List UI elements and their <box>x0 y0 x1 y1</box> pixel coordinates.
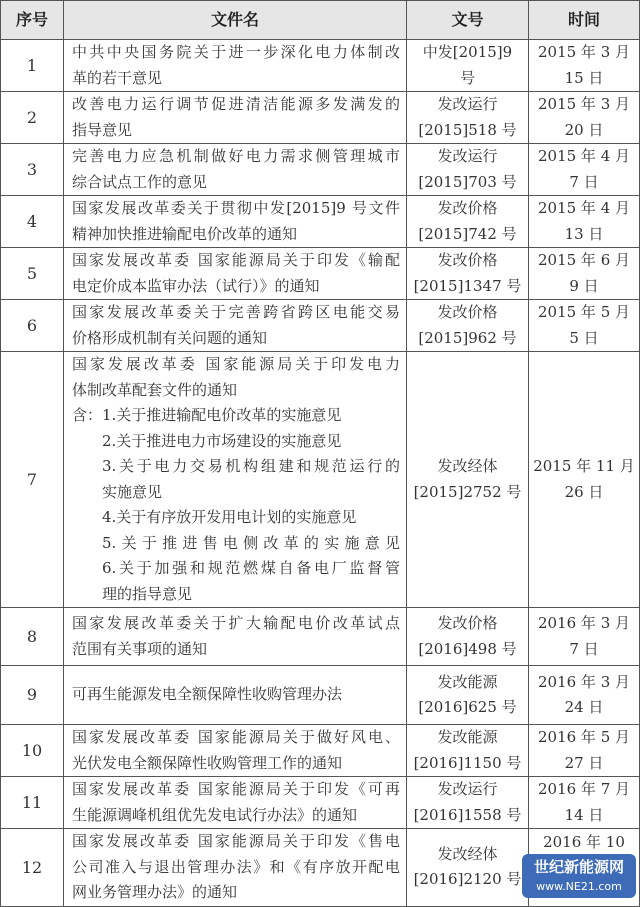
watermark-url: www.NE21.com <box>536 880 622 893</box>
title-line: 国家发展改革委 国家能源局关于做好风电、 <box>72 728 400 746</box>
document-number <box>407 725 529 777</box>
title-line: 5.关于推进售电侧改革的实施意见 <box>102 533 400 552</box>
document-title <box>64 608 407 666</box>
document-number <box>407 352 529 608</box>
document-number <box>407 300 529 352</box>
doc-number-line: [2016]498 号 <box>418 639 517 658</box>
date-line: 15 日 <box>564 68 604 87</box>
title-line: 完善电力应急机制做好电力需求侧管理城市 <box>72 147 400 165</box>
title-line: 价格形成机制有关问题的通知 <box>72 328 268 347</box>
doc-number-line: 中发[2015]9 <box>422 43 513 61</box>
title-line: 国家发展改革委 国家能源局关于印发电力 <box>72 355 400 373</box>
doc-number-line: 发改价格 <box>437 199 498 217</box>
title-line: 实施意见 <box>102 482 163 501</box>
table-header-row <box>1 1 640 40</box>
row-index: 12 <box>1 829 64 907</box>
row-index: 9 <box>1 666 64 725</box>
doc-number-line: 发改价格 <box>437 251 498 269</box>
date-line: 2016 年 3 月 <box>537 672 631 691</box>
title-line: 国家发展改革委关于贯彻中发[2015]9 号文件 <box>72 199 400 217</box>
title-line: 综合试点工作的意见 <box>72 172 208 191</box>
doc-number-line: [2015]518 号 <box>418 120 517 139</box>
doc-number-line: 发改能源 <box>437 728 498 746</box>
header-title: 文件名 <box>64 1 407 40</box>
title-line: 电定价成本监审办法（试行）》的通知 <box>72 276 320 295</box>
document-title <box>64 92 407 144</box>
table-row <box>1 92 640 144</box>
document-number <box>407 196 529 248</box>
table-row <box>1 725 640 777</box>
title-line: 公司准入与退出管理办法》和《有序放开配电 <box>72 857 400 876</box>
doc-number-line: 发改经体 <box>437 457 498 475</box>
title-line: 生能源调峰机组优先发电试行办法》的通知 <box>72 805 358 824</box>
title-line: 体制改革配套文件的通知 <box>72 380 238 399</box>
doc-number-line: [2016]625 号 <box>418 698 517 716</box>
date-line: 2016 年 5 月 <box>537 728 631 746</box>
table-row <box>1 352 640 608</box>
doc-number-line: [2016]1558 号 <box>413 805 522 824</box>
date-line: 2016 年 3 月 <box>537 614 631 632</box>
row-index: 5 <box>1 248 64 300</box>
date-line: 20 日 <box>564 120 604 139</box>
doc-number-line: [2015]742 号 <box>418 224 517 243</box>
doc-number-line: [2016]2120 号 <box>413 870 522 889</box>
row-index: 11 <box>1 777 64 829</box>
date-line: 5 日 <box>569 328 599 347</box>
title-line: 国家发展改革委 国家能源局关于印发《售电 <box>72 832 400 850</box>
title-line: 中共中央国务院关于进一步深化电力体制改 <box>72 43 400 61</box>
row-index: 1 <box>1 40 64 92</box>
document-title <box>64 248 407 300</box>
doc-number-line: 发改经体 <box>437 844 498 863</box>
document-title <box>64 666 407 725</box>
issue-date <box>529 144 640 196</box>
title-line: 网业务管理办法》的通知 <box>72 883 238 901</box>
table-row <box>1 196 640 248</box>
issue-date <box>529 300 640 352</box>
title-line: 指导意见 <box>72 120 133 139</box>
date-line: 2015 年 4 月 <box>537 199 631 217</box>
date-line: 2015 年 6 月 <box>537 251 631 269</box>
document-number <box>407 608 529 666</box>
title-line: 改善电力运行调节促进清洁能源多发满发的 <box>72 95 400 113</box>
issue-date <box>529 40 640 92</box>
date-line: 2015 年 3 月 <box>537 43 631 61</box>
title-line: 光伏发电全额保障性收购管理工作的通知 <box>72 753 343 772</box>
doc-number-line: [2015]703 号 <box>418 172 517 191</box>
row-index: 2 <box>1 92 64 144</box>
row-index: 10 <box>1 725 64 777</box>
date-line: 9 日 <box>569 276 599 295</box>
date-line: 27 日 <box>564 753 604 772</box>
date-line: 2015 年 11 月 <box>533 457 635 475</box>
issue-date <box>529 608 640 666</box>
doc-number-line: 号 <box>459 68 475 87</box>
date-line: 2015 年 3 月 <box>537 95 631 113</box>
title-line: 国家发展改革委关于扩大输配电价改革试点 <box>72 614 400 632</box>
doc-number-line: 发改运行 <box>437 147 498 165</box>
doc-number-line: [2015]1347 号 <box>413 276 522 295</box>
document-title <box>64 196 407 248</box>
issue-date <box>529 725 640 777</box>
doc-number-line: 发改价格 <box>437 614 498 632</box>
row-index: 7 <box>1 352 64 608</box>
doc-number-line: [2015]962 号 <box>418 328 517 347</box>
table-row <box>1 248 640 300</box>
row-index: 8 <box>1 608 64 666</box>
doc-number-line: 发改价格 <box>437 303 498 321</box>
date-line: 14 日 <box>564 805 604 824</box>
title-line: 含：1.关于推进输配电价改革的实施意见 <box>72 406 342 424</box>
document-number <box>407 666 529 725</box>
title-line: 4.关于有序放开发用电计划的实施意见 <box>102 508 357 526</box>
date-line: 2016 年 7 月 <box>537 780 631 798</box>
header-doc-number: 文号 <box>407 1 529 40</box>
document-number <box>407 829 529 907</box>
doc-number-line: 发改运行 <box>437 780 498 798</box>
title-line: 6.关于加强和规范燃煤自备电厂监督管 <box>102 559 400 577</box>
issue-date <box>529 666 640 725</box>
doc-number-line: [2016]1150 号 <box>413 753 522 772</box>
date-line: 13 日 <box>564 224 604 243</box>
issue-date <box>529 92 640 144</box>
title-line: 理的指导意见 <box>102 584 193 603</box>
title-line: 国家发展改革委关于完善跨省跨区电能交易 <box>72 303 400 321</box>
header-date: 时间 <box>529 1 640 40</box>
table-row <box>1 608 640 666</box>
date-line: 26 日 <box>564 482 604 501</box>
title-line: 国家发展改革委 国家能源局关于印发《输配 <box>72 251 400 269</box>
document-title <box>64 725 407 777</box>
issue-date <box>529 248 640 300</box>
row-index: 4 <box>1 196 64 248</box>
issue-date <box>529 777 640 829</box>
document-number <box>407 92 529 144</box>
date-line: 24 日 <box>564 698 604 716</box>
document-title <box>64 829 407 907</box>
title-line: 2.关于推进电力市场建设的实施意见 <box>102 431 342 450</box>
document-number <box>407 248 529 300</box>
date-line: 2015 年 5 月 <box>537 303 631 321</box>
date-line: 7 日 <box>569 639 599 658</box>
table-row <box>1 300 640 352</box>
doc-number-line: [2015]2752 号 <box>413 482 522 501</box>
issue-date <box>529 196 640 248</box>
doc-number-line: 发改运行 <box>437 95 498 113</box>
date-line: 2016 年 10 <box>543 833 625 851</box>
document-title <box>64 777 407 829</box>
title-line: 精神加快推进输配电价改革的通知 <box>72 224 298 243</box>
title-line: 范围有关事项的通知 <box>72 639 208 658</box>
table-row <box>1 666 640 725</box>
title-line: 国家发展改革委 国家能源局关于印发《可再 <box>72 780 400 798</box>
row-index: 6 <box>1 300 64 352</box>
document-number <box>407 777 529 829</box>
title-line: 3.关于电力交易机构组建和规范运行的 <box>102 457 400 475</box>
title-line: 革的若干意见 <box>72 68 163 87</box>
document-title <box>64 144 407 196</box>
doc-number-line: 发改能源 <box>437 672 498 691</box>
document-number <box>407 144 529 196</box>
document-title <box>64 352 407 608</box>
document-title <box>64 300 407 352</box>
table-row <box>1 144 640 196</box>
watermark-logo <box>522 854 636 898</box>
title-line: 可再生能源发电全额保障性收购管理办法 <box>72 685 343 704</box>
header-index: 序号 <box>1 1 64 40</box>
watermark-name: 世纪新能源网 <box>533 858 624 876</box>
date-line: 2015 年 4 月 <box>537 147 631 165</box>
date-line: 7 日 <box>569 172 599 191</box>
issue-date <box>529 352 640 608</box>
document-number <box>407 40 529 92</box>
table-row <box>1 777 640 829</box>
row-index: 3 <box>1 144 64 196</box>
document-title <box>64 40 407 92</box>
table-row <box>1 40 640 92</box>
